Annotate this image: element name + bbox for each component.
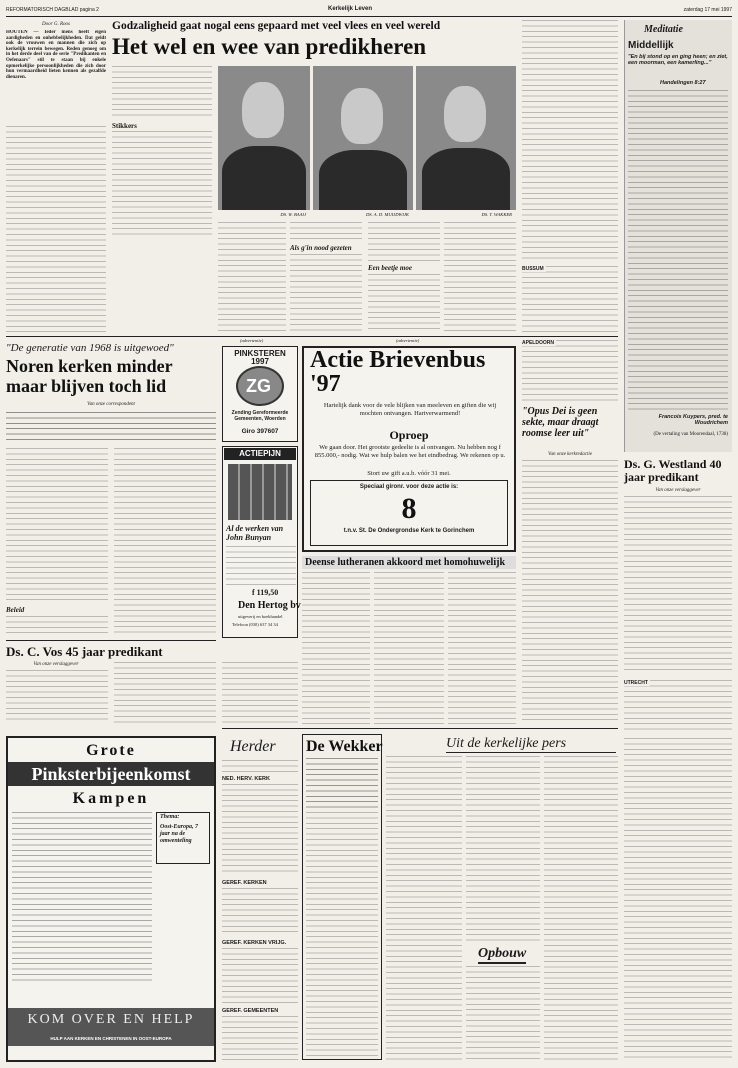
noren-headline: Noren kerken minder maar blijven toch lid (6, 356, 173, 396)
ad-actiepijn-tel: Telefoon (030) 637 34 34 (232, 622, 278, 627)
apeldoorn-label: APELDOORN (522, 340, 554, 346)
pinkster-logo-icon: ZG (236, 366, 284, 406)
ad-grote-body (12, 812, 152, 982)
main-body-col7 (522, 20, 618, 262)
meditatie-ref: Handelingen 8:27 (660, 80, 706, 86)
header-right: zaterdag 17 mei 1997 (683, 7, 732, 13)
ad-actiepijn-brand: ACTIEPIJN (224, 448, 296, 460)
ad-pinkster-giro: Giro 397607 (241, 428, 279, 435)
ad-actiepijn-desc (226, 546, 296, 586)
noren-sub-beleid: Beleid (6, 606, 25, 614)
meditatie-quote: "En bij stond op en ging heen; en ziet, een moorman, een kamerling..." (628, 54, 728, 67)
ad-actiepijn-title: Al de werken van John Bunyan (226, 524, 284, 542)
bussum-item (522, 266, 618, 332)
book-stack-icon (228, 464, 292, 520)
ad-actie-giro-label: Speciaal gironr. voor deze actie is: (359, 484, 459, 490)
utrecht-item (624, 680, 732, 734)
opbouw-title: Opbouw (478, 946, 526, 964)
main-body-col1 (6, 126, 106, 332)
ad-grote-theme: Oost-Europa, 7 jaar na de omwenteling (160, 824, 199, 844)
photo-muijdwijk (313, 66, 413, 210)
noren-body-col1b (6, 616, 108, 636)
meditatie-label: Meditatie (644, 24, 683, 35)
caption-muijdwijk: DS. A. D. MUIJDWIJK (365, 212, 409, 217)
deense-body-col2 (374, 572, 444, 724)
ad-actiepijn-publisher: Den Hertog bv (238, 600, 301, 611)
herder-sub4: GEREF. GEMEENTEN (222, 1008, 279, 1014)
ad-pinkster-body: Zending Gereformeerde Gemeenten, Woerden (231, 410, 289, 422)
caption-baaij: DS. W. BAAIJ (280, 212, 306, 217)
opbouw-body (466, 966, 540, 1060)
main-body-col4b (290, 254, 362, 332)
noren-kicker: "De generatie van 1968 is uitgewoed" (6, 342, 174, 354)
noren-lead (6, 412, 216, 444)
main-body-col4 (290, 222, 362, 242)
herder-body1 (222, 784, 298, 876)
main-lead: HOUTEN — Ieder mens heeft eigen aardigheden en onhebbelijkheden. Dat geldt ook de vrouwen en mannen die zich op kerkelijk terrein bewegen. Reden genoeg om in het derde deel van de serie "Predikanten en Oefenaars" stil te staan bij enkele opmerkelijke persoonlijkheden die zich door hun vermaardheid lieten kennen als gezalfde dienaren. (6, 30, 106, 80)
ad-grote-footer-title: KOM OVER EN HELP (27, 1012, 195, 1027)
deense-body-col3 (448, 572, 516, 724)
opus-body (522, 460, 618, 724)
westland-headline: Ds. G. Westland 40 jaar predikant (624, 457, 722, 484)
main-author: Door G. Roos (42, 22, 70, 27)
herder-title: Herder (230, 738, 276, 755)
main-body-col5b (368, 274, 440, 332)
ad-grote-title3: Kampen (72, 790, 150, 807)
section-rule-2 (6, 640, 216, 641)
herder-intro (222, 760, 298, 774)
noren-body-col2 (114, 448, 216, 636)
header-center: Kerkelijk Leven (328, 6, 373, 12)
westland-author: Van onze verslaggever (655, 488, 701, 493)
herder-sub1: NED. HERV. KERK (222, 776, 270, 782)
ad-actie-giro: 8 (401, 492, 417, 525)
ad-pinkster-title: PINKSTEREN 1997 (234, 349, 286, 366)
ad-actie-giro-to: t.n.v. St. De Ondergrondse Kerk te Gorinchem (343, 528, 475, 534)
meditatie-note: (De vertaling van Moorendaal, 1738) (653, 432, 728, 437)
deense-body-col1 (302, 572, 370, 724)
caption-wakker: DS. T. WAKKER (481, 212, 512, 217)
header-left: REFORMATORISCH DAGBLAD pagina 2 (6, 7, 99, 13)
ad-actie-label: (advertentie) (396, 338, 420, 343)
noren-body-col1 (6, 448, 108, 604)
herder-sub2: GEREF. KERKEN (222, 880, 267, 886)
main-body-col2 (112, 66, 212, 120)
ad-actie-intro: Hartelijk dank voor de vele blijken van meeleven en giften die wij mochten ontvangen. Hartverwarmend! (323, 402, 497, 417)
section-rule-1 (6, 336, 618, 337)
ad-grote-theme-label: Thema: (160, 814, 180, 820)
ad-grote-title1: Grote (86, 742, 136, 759)
herder-body3 (222, 948, 298, 1004)
opus-headline: "Opus Dei is geen sekte, maar draagt roomse leer uit" (522, 406, 599, 439)
photo-baaij (218, 66, 310, 210)
main-sub-beetje: Een beetje moe (368, 264, 412, 272)
ad-grote-title2: Pinksterbijeenkomst (31, 764, 191, 784)
meditatie-title: Middellijk (628, 40, 674, 51)
ad-pinkster-label: (advertentie) (240, 338, 264, 343)
vos-body-col3 (222, 662, 298, 724)
ad-grote-footer-sub: HULP AAN KERKEN EN CHRISTENEN IN OOST-EUROPA (50, 1036, 172, 1041)
main-sub-stikkers: Stikkers (112, 122, 137, 130)
main-body-col5 (368, 222, 440, 262)
ad-actiepijn-price: f 119,50 (252, 588, 279, 597)
wekker-title: De Wekker (306, 738, 383, 755)
uit-title: Uit de kerkelijke pers (446, 736, 616, 753)
meditatie-author: Francois Kuypers, pred. te Woudrichem (658, 414, 728, 426)
vos-body-col1 (6, 670, 108, 724)
herder-sub3: GEREF. KERKEN VRIJG. (222, 940, 287, 946)
main-sub-gezond: Als g'in nood gezeten (290, 244, 352, 252)
wekker-lead (306, 758, 378, 808)
uit-body-col3 (544, 756, 618, 1060)
section-rule-3 (222, 728, 618, 729)
wekker-body (306, 812, 378, 1056)
ad-actiepijn-sub: uitgeverij en boekhandel (238, 614, 283, 619)
main-body-col2b (112, 131, 212, 239)
westland-body (624, 496, 732, 674)
ad-actie-date: Stort uw gift a.u.b. vóór 31 mei. (367, 470, 451, 477)
header-rule (6, 16, 732, 17)
page-header (6, 6, 732, 15)
vos-headline: Ds. C. Vos 45 jaar predikant (6, 644, 163, 659)
ad-actie-title: Actie Brievenbus '97 (310, 347, 486, 397)
vos-author: Van onze verslaggever (33, 662, 79, 667)
main-body-col3 (218, 222, 286, 332)
main-headline: Het wel en wee van predikheren (112, 34, 427, 59)
uit-body-col1 (386, 756, 462, 1060)
bussum-label: BUSSUM (522, 266, 544, 272)
ad-actie-oproep-body: We gaan door. Het grootste gedeelte is al ontvangen. Nu hebben nog f 855.000,- nodig. Wat we hulp balen we het eindbedrag. We rekenen op u. (314, 444, 506, 459)
noren-author: Van onze correspondent (87, 402, 135, 407)
main-kicker: Godzaligheid gaat nogal eens gepaard met veel vlees en veel wereld (112, 20, 441, 32)
vos-body-col2 (114, 662, 216, 724)
meditatie-body (628, 90, 728, 412)
ad-actie-oproep: Oproep (389, 428, 429, 442)
utrecht-label: UTRECHT (624, 680, 648, 686)
right-bottom-body (624, 738, 732, 1060)
opus-author: Van onze kerkredactie (548, 452, 592, 457)
deense-headline: Deense lutheranen akkoord met homohuwelijk (302, 556, 516, 569)
herder-body2 (222, 888, 298, 936)
uit-body-col2 (466, 756, 540, 944)
apeldoorn-item (522, 340, 618, 402)
herder-body4 (222, 1016, 298, 1060)
main-body-col6 (444, 222, 516, 332)
photo-wakker (416, 66, 516, 210)
